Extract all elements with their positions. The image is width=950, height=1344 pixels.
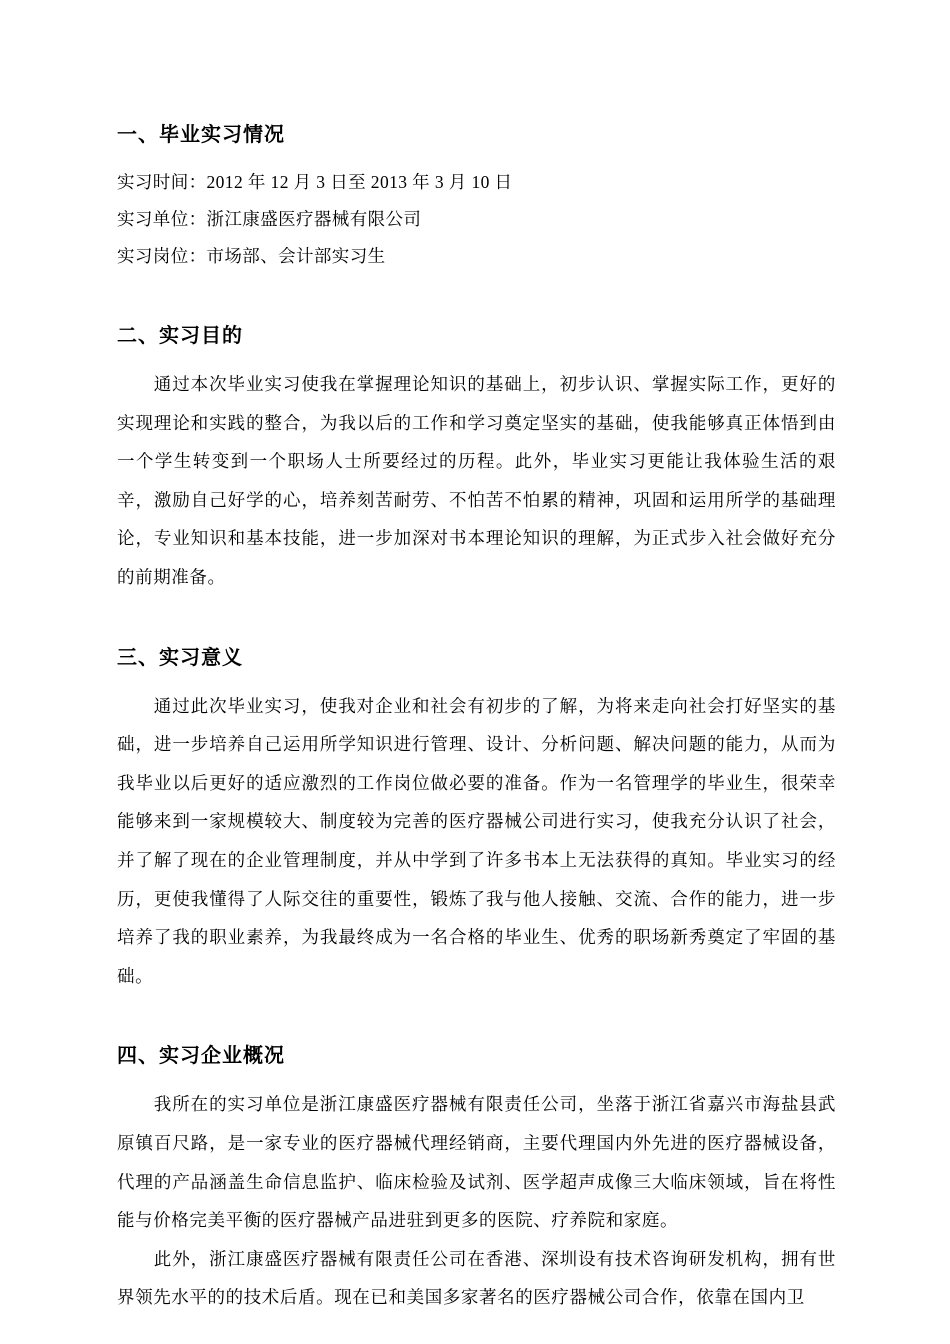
section-internship-overview <box>117 122 836 275</box>
meta-line-internship-position: 实习岗位：市场部、会计部实习生 <box>117 246 386 266</box>
section-internship-significance <box>117 645 836 996</box>
paragraph: 我所在的实习单位是浙江康盛医疗器械有限责任公司，坐落于浙江省嘉兴市海盐县武原镇百尺路，是一家专业的医疗器械代理经销商，主要代理国内外先进的医疗器械设备，代理的产品涵盖生命信息监护、临床检验及试剂、医学超声成像三大临床领域，旨在将性能与价格完美平衡的医疗器械产品进驻到更多的医院、疗养院和家庭。 <box>117 1094 836 1231</box>
paragraph: 通过此次毕业实习，使我对企业和社会有初步的了解，为将来走向社会打好坚实的基础，进一步培养自己运用所学知识进行管理、设计、分析问题、解决问题的能力，从而为我毕业以后更好的适应激烈的工作岗位做必要的准备。作为一名管理学的毕业生，很荣幸能够来到一家规模较大、制度较为完善的医疗器械公司进行实习，使我充分认识了社会，并了解了现在的企业管理制度，并从中学到了许多书本上无法获得的真知。毕业实习的经历，更使我懂得了人际交往的重要性，锻炼了我与他人接触、交流、合作的能力，进一步培养了我的职业素养，为我最终成为一名合格的毕业生、优秀的职场新秀奠定了牢固的基础。 <box>117 695 836 986</box>
section-heading: 一、毕业实习情况 <box>117 124 285 146</box>
meta-line-internship-company: 实习单位：浙江康盛医疗器械有限公司 <box>117 209 422 229</box>
section-heading: 四、实习企业概况 <box>117 1045 285 1068</box>
section-heading: 三、实习意义 <box>117 646 243 669</box>
section-company-profile <box>117 1043 836 1317</box>
paragraph: 通过本次毕业实习使我在掌握理论知识的基础上，初步认识、掌握实际工作，更好的实现理论和实践的整合，为我以后的工作和学习奠定坚实的基础，使我能够真正体悟到由一个学生转变到一个职场人士所要经过的历程。此外，毕业实习更能让我体验生活的艰辛，激励自己好学的心，培养刻苦耐劳、不怕苦不怕累的精神，巩固和运用所学的基础理论，专业知识和基本技能，进一步加深对书本理论知识的理解，为正式步入社会做好充分的前期准备。 <box>117 374 836 587</box>
paragraph: 此外，浙江康盛医疗器械有限责任公司在香港、深圳设有技术咨询研发机构，拥有世界领先水平的的技术后盾。现在已和美国多家著名的医疗器械公司合作，依靠在国内卫 <box>117 1248 836 1308</box>
section-internship-purpose <box>117 323 836 597</box>
section-heading: 二、实习目的 <box>117 325 243 347</box>
meta-line-internship-time: 实习时间：2012 年 12 月 3 日至 2013 年 3 月 10 日 <box>117 172 513 192</box>
